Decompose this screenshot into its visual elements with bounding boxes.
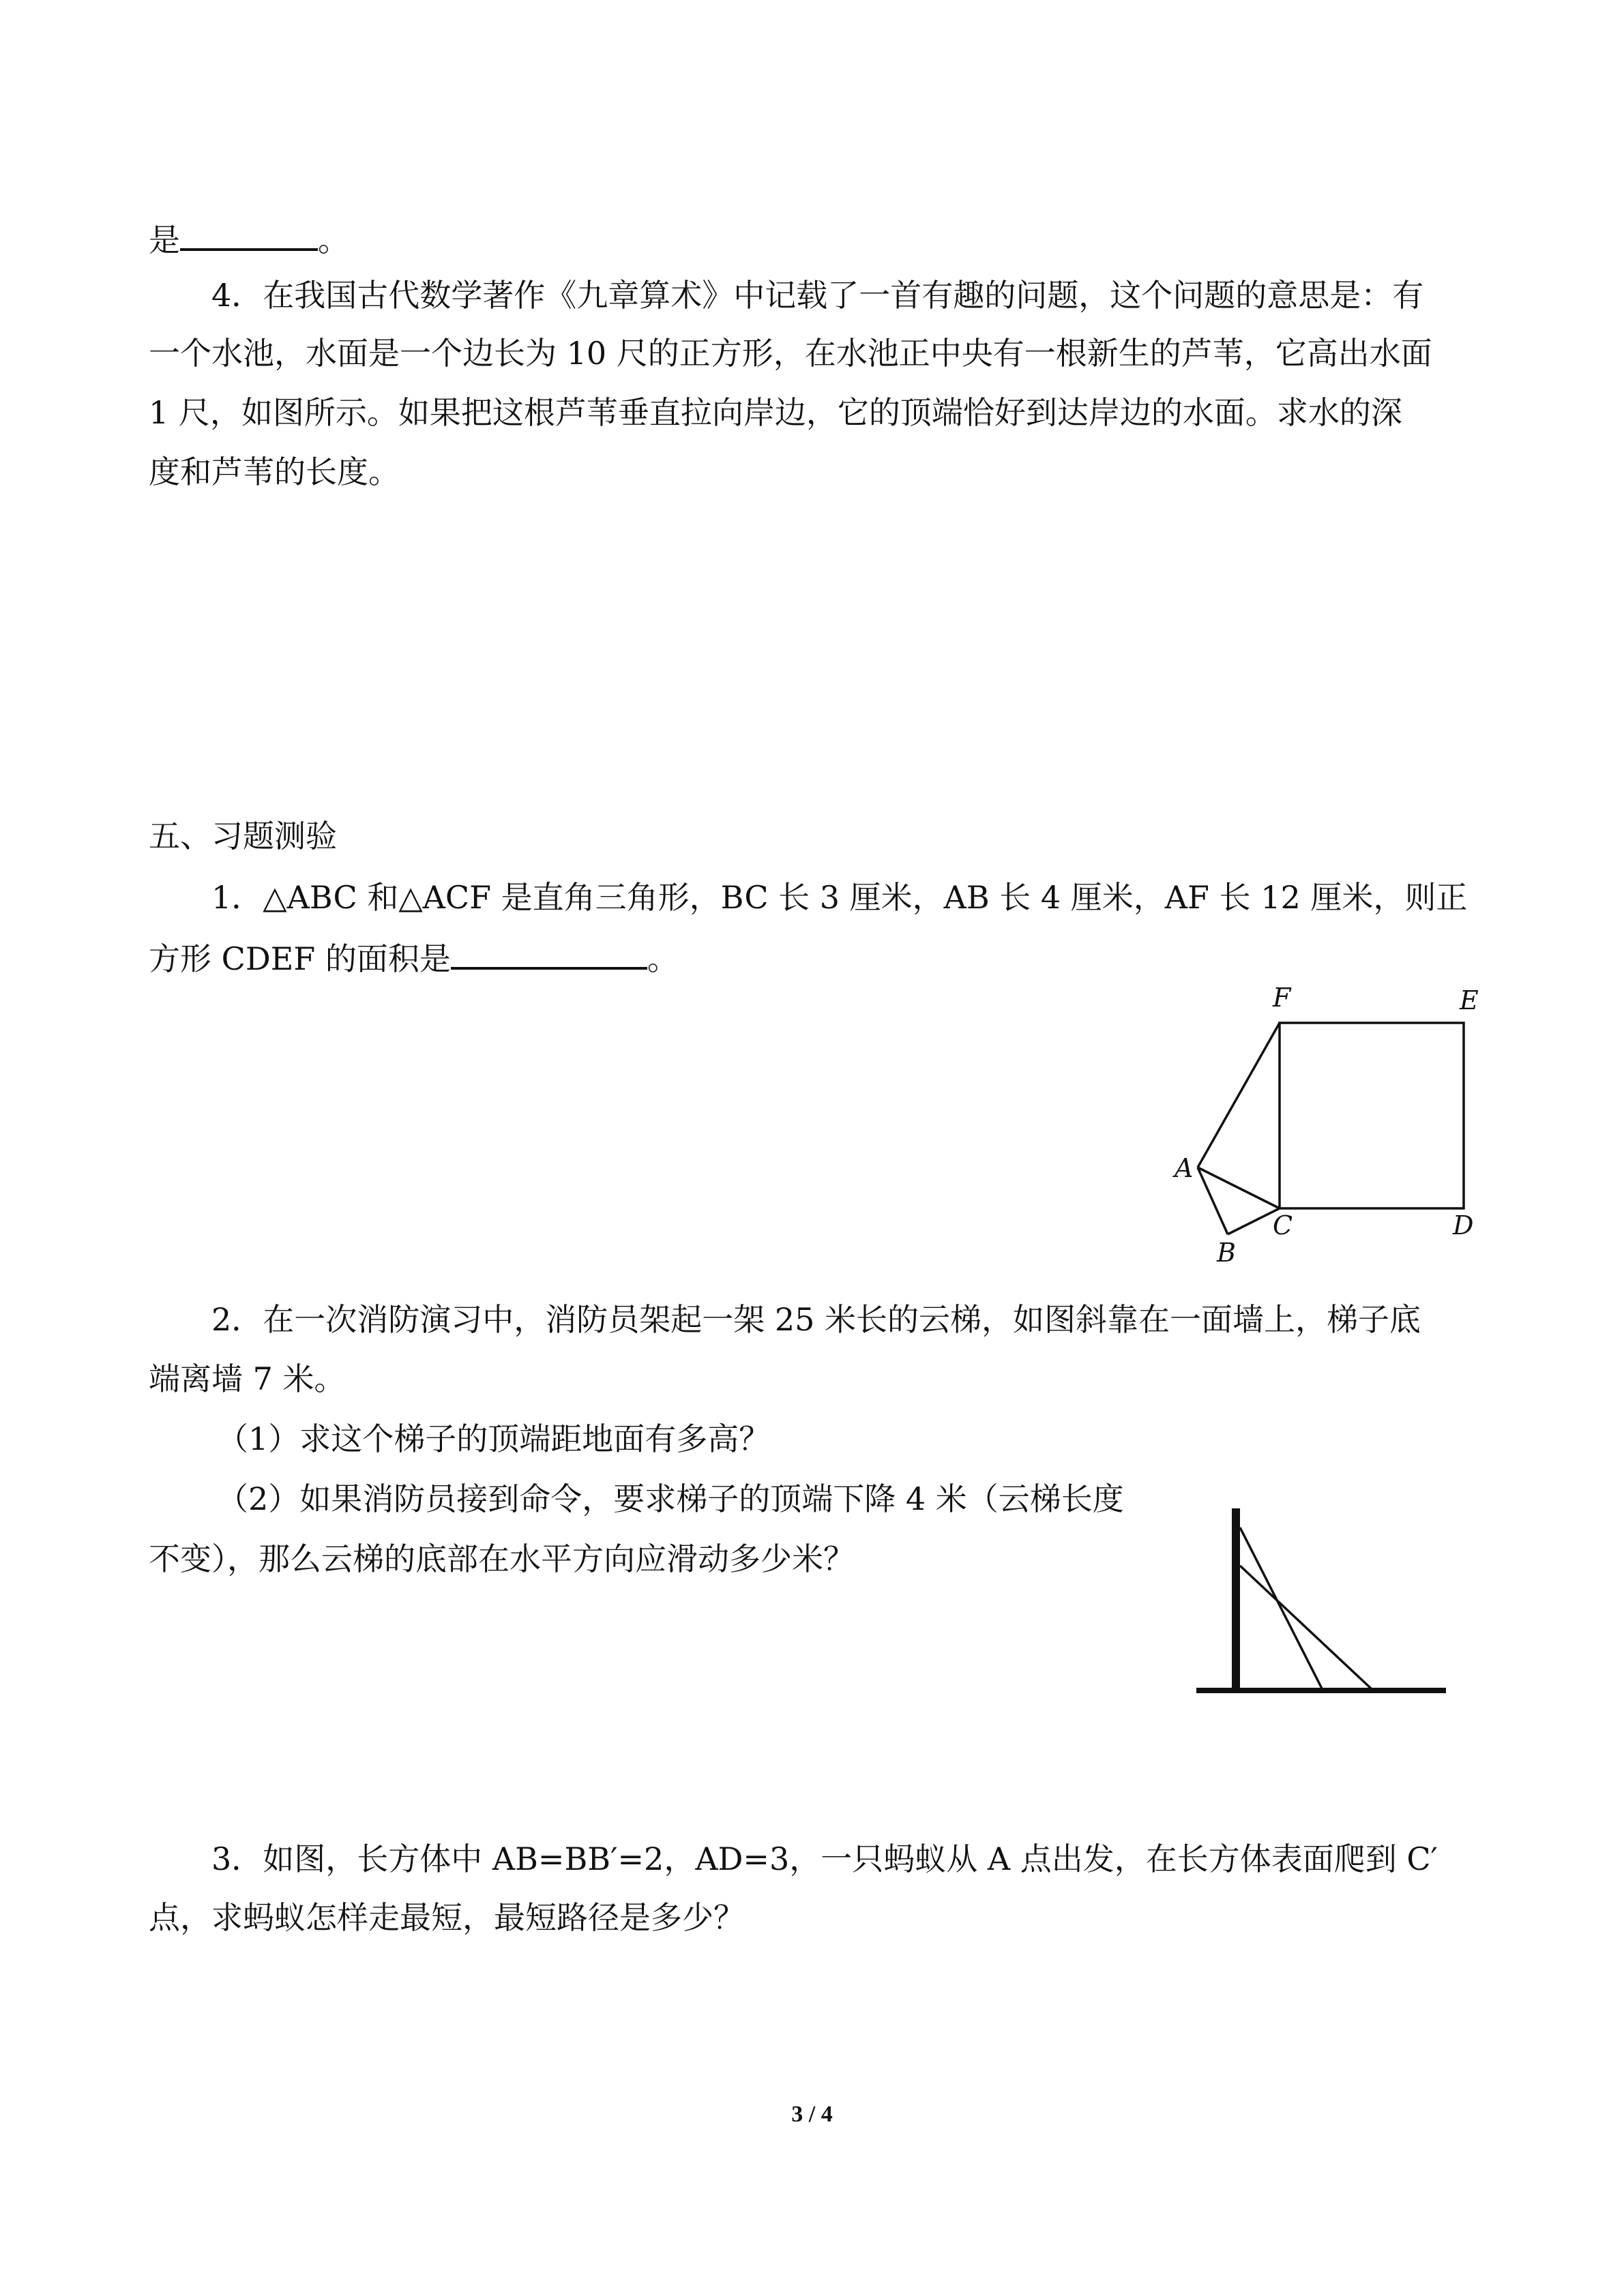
exercise-2-line-1: 2．在一次消防演习中，消防员架起一架 25 米长的云梯，如图斜靠在一面墙上，梯子底 [211,1301,1421,1338]
page-number: 3 / 4 [791,2102,833,2127]
segment-bc [1228,1208,1280,1234]
label-d: D [1453,1210,1474,1240]
exercise-3-line-1: 3．如图，长方体中 AB=BB′=2，AD=3，一只蚂蚁从 A 点出发，在长方体表面爬到 C′ [211,1840,1438,1877]
continued-end: 。 [318,222,349,258]
problem-4-line-1: 4．在我国古代数学著作《九章算术》中记载了一首有趣的问题，这个问题的意思是：有 [211,277,1424,314]
problem-4-line-3: 1 尺，如图所示。如果把这根芦苇垂直拉向岸边，它的顶端恰好到达岸边的水面。求水的深 [149,394,1402,431]
label-a: A [1175,1153,1194,1183]
continued-answer-line [149,217,349,260]
square-cdef [1280,1023,1464,1208]
exercise-2-line-2: 端离墙 7 米。 [149,1360,346,1397]
exercise-1-line-2 [149,936,679,979]
ladder-before [1240,1527,1322,1688]
exercise-2-question-2-line-1: （2）如果消防员接到命令，要求梯子的顶端下降 4 米（云梯长度 [217,1480,1124,1517]
answer-blank[interactable] [180,217,318,251]
exercise-1-suffix: 。 [647,940,679,977]
label-c: C [1273,1210,1293,1240]
square-triangle-figure [1160,982,1514,1268]
segment-af [1198,1023,1280,1167]
segment-ab [1198,1167,1228,1234]
label-f: F [1273,983,1291,1013]
exercise-2-question-2-line-2: 不变），那么云梯的底部在水平方向应滑动多少米？ [149,1540,855,1577]
label-b: B [1217,1238,1236,1268]
exercise-1-answer-blank[interactable] [451,936,647,970]
segment-ac [1198,1167,1280,1208]
exercise-2-question-1: （1）求这个梯子的顶端距地面有多高？ [217,1420,771,1457]
problem-4-line-2: 一个水池，水面是一个边长为 10 尺的正方形，在水池正中央有一根新生的芦苇，它高出水面 [149,335,1432,372]
ladder-after [1240,1566,1371,1688]
exercise-1-line-1: 1．△ABC 和△ACF 是直角三角形，BC 长 3 厘米，AB 长 4 厘米，AF 长 12 厘米，则正 [211,879,1468,916]
ladder-figure [1187,1500,1460,1705]
exercise-1-prefix: 方形 CDEF 的面积是 [149,940,451,977]
problem-4-line-4: 度和芦苇的长度。 [149,453,400,490]
label-e: E [1460,985,1479,1015]
continued-text: 是 [149,222,180,258]
section-heading: 五、习题测验 [149,818,337,854]
exercise-3-line-2: 点，求蚂蚁怎样走最短，最短路径是多少？ [149,1899,745,1936]
